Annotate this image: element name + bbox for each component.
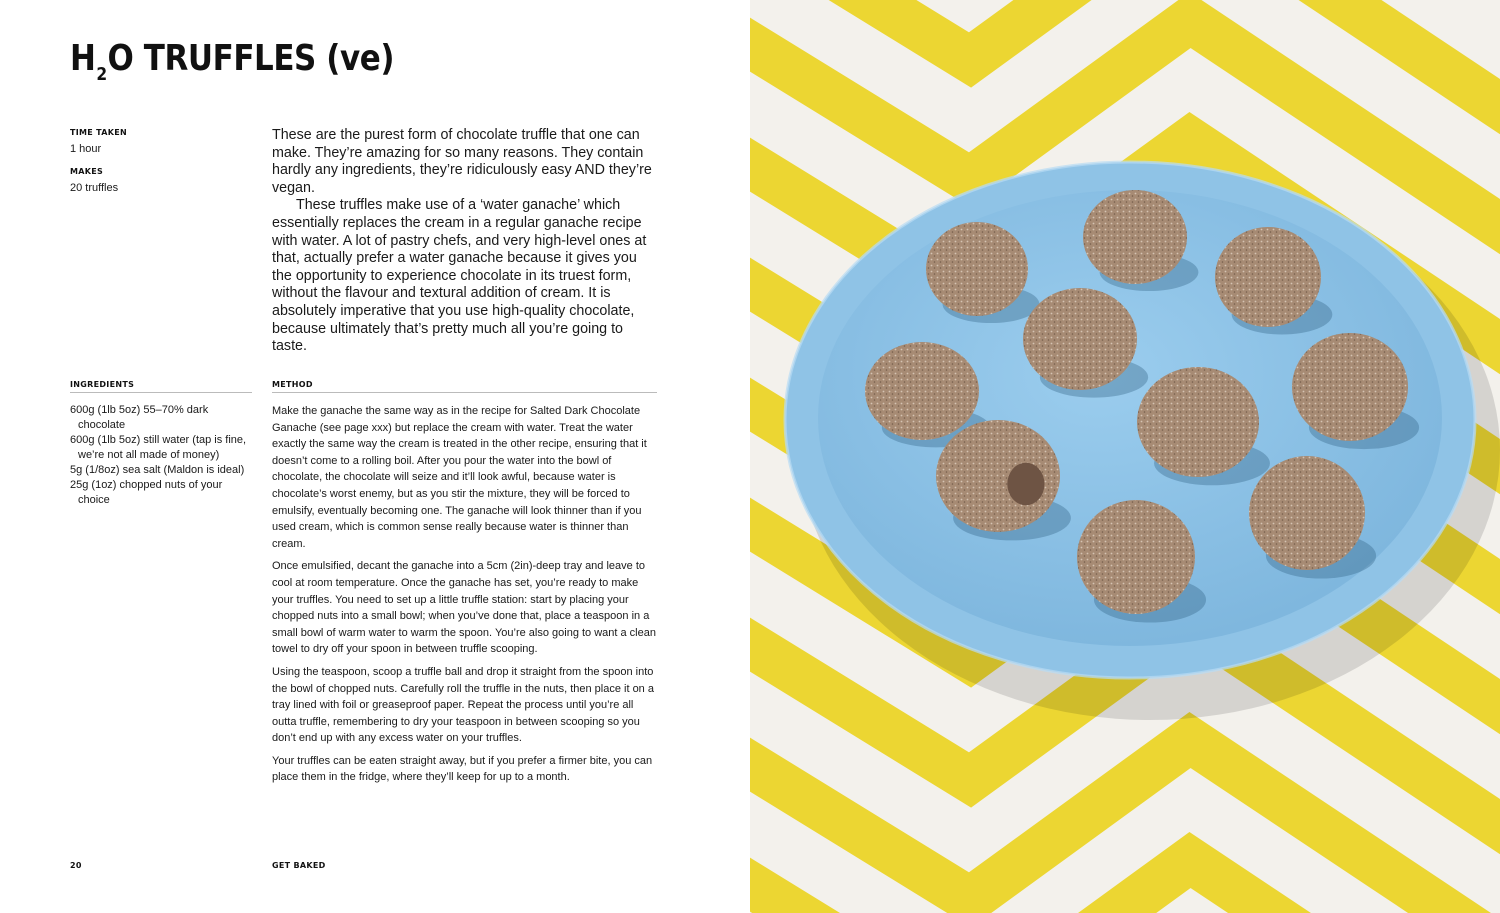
method-section — [272, 380, 657, 792]
method-heading: METHOD — [272, 380, 657, 393]
truffle-nut-coating — [926, 222, 1028, 316]
time-taken-value: 1 hour — [70, 143, 102, 155]
page-number: 20 — [70, 861, 82, 870]
truffle-bite — [1007, 463, 1044, 506]
ingredients-section — [70, 380, 252, 508]
method-paragraph: Make the ganache the same way as in the recipe for Salted Dark Chocolate Ganache (see page xxx) but replace the cream with water. Treat the water exactly the same way the cream is treated in the other recipe, ensuring that it doesn’t come to a rolling boil. After you pour the water into the bowl of chocolate, the chocolate will seize and it’ll look awful, because water is chocolate’s worst enemy, but as you stir the mixture, they will be forced to emulsify, eventually becoming one. The ganache will look thinner than if you used cream, which is common sense really because water is thinner than cream. — [272, 405, 647, 550]
truffle-nut-coating — [1023, 288, 1137, 390]
ingredient-item: 5g (1/8oz) sea salt (Maldon is ideal) — [70, 464, 245, 476]
truffle-nut-coating — [1292, 333, 1408, 441]
makes-value: 20 truffles — [70, 182, 119, 194]
method-paragraph: Your truffles can be eaten straight away, but if you prefer a firmer bite, you can place them in the fridge, where they’ll keep for up to a month. — [272, 754, 653, 784]
intro-paragraph: These are the purest form of chocolate truffle that one can make. They’re amazing for so many reasons. They contain hardly any ingredients, they’re ridiculously easy AND they’re vegan. — [272, 127, 652, 196]
recipe-intro — [272, 127, 660, 356]
truffle-photo-illustration — [750, 0, 1500, 913]
truffle-nut-coating — [865, 342, 979, 440]
method-steps — [272, 403, 657, 786]
ingredient-item: 600g (1lb 5oz) 55–70% dark chocolate — [70, 404, 209, 431]
truffle-nut-coating — [1137, 367, 1259, 477]
truffle-nut-coating — [1215, 227, 1321, 327]
method-paragraph: Using the teaspoon, scoop a truffle ball and drop it straight from the spoon into the bowl of chopped nuts. Carefully roll the truffle in the nuts, then place it on a tray lined with foil or greaseproof paper. Repeat the process until you’re all outta truffle, remembering to dry your teaspoon in between scooping so you don’t end up with any excess water on your truffles. — [272, 665, 654, 745]
truffle-nut-coating — [1077, 500, 1195, 614]
truffle-photo — [750, 0, 1500, 913]
intro-paragraph: These truffles make use of a ‘water ganache’ which essentially replaces the cream in a regular ganache recipe with water. A lot of pastry chefs, and very high-level ones at that, actually prefer a water ganache because it gives you the opportunity to experience chocolate in its truest form, without the flavour and textural addition of cream. It is absolutely imperative that you use high-quality chocolate, because ultimately that’s pretty much all you’re going to taste. — [272, 197, 647, 355]
ingredients-heading: INGREDIENTS — [70, 380, 252, 393]
title-subscript: 2 — [96, 64, 107, 85]
truffle-nut-coating — [1249, 456, 1365, 570]
truffle-nut-coating — [1083, 190, 1187, 284]
recipe-meta — [70, 128, 250, 206]
recipe-title: $H_2O$ TRUFFLES (ve) — [70, 38, 395, 85]
ingredient-item: 25g (1oz) chopped nuts of your choice — [70, 479, 223, 506]
method-paragraph: Once emulsified, decant the ganache into a 5cm (2in)-deep tray and leave to cool at room temperature. Once the ganache has set, you’re ready to make your truffles. You need to set up a little truffle station: start by placing your chopped nuts into a small bowl; when you’ve done that, place a teaspoon in a small bowl of warm water to warm the spoon. You’re also going to want a clean towel to dry off your spoon in between truffle scooping. — [272, 560, 656, 656]
time-taken-label: TIME TAKEN — [70, 128, 128, 137]
makes-label: MAKES — [70, 167, 104, 176]
ingredients-list — [70, 403, 252, 508]
ingredient-item: 600g (1lb 5oz) still water (tap is fine, we’re not all made of money) — [70, 434, 247, 461]
book-title: GET BAKED — [272, 861, 326, 870]
